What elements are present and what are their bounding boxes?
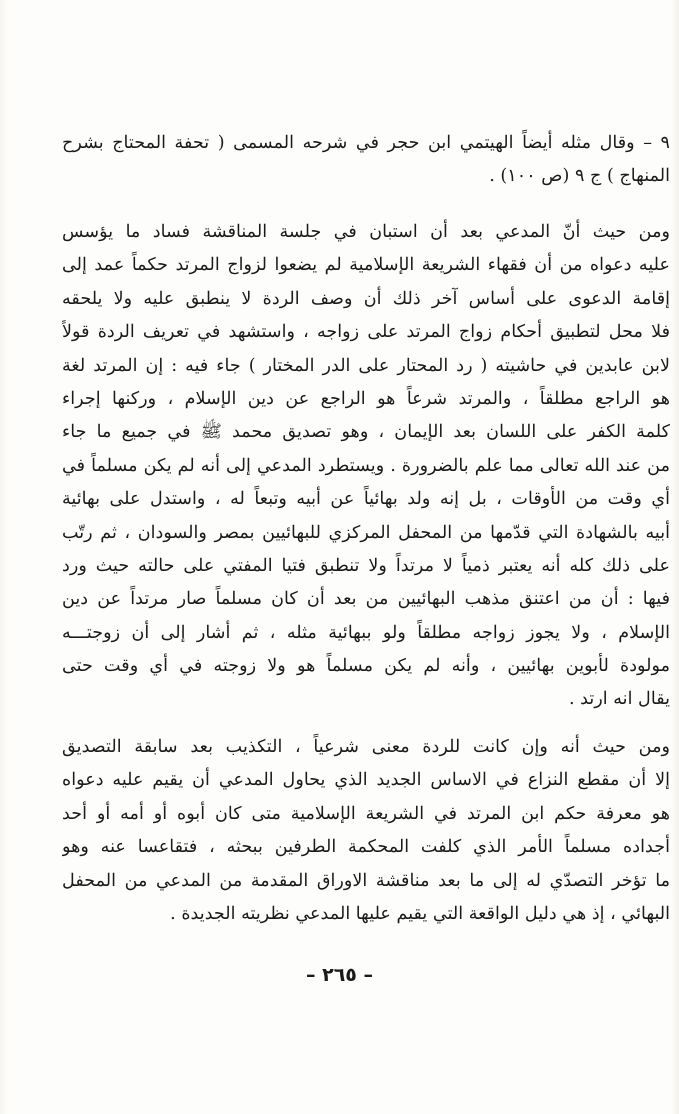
text-line: أجداده مسلماً الأمر الذي كلفت المحكمة الطرفين ببحثه ، فتقاعسا عنه وهو <box>62 837 670 858</box>
text-line: المنهاج ) ج ٩ (ص ١٠٠) . <box>489 166 670 187</box>
text-line: أبيه بالشهادة التي قدّمها من المحفل المركزي للبهائيين بمصر والسودان ، ثم رتّب <box>62 522 670 543</box>
page-number: – ٢٦٥ – <box>305 964 374 986</box>
text-line: عليه دعواه من أن فقهاء الشريعة الإسلامية لم يضعوا لزواج المرتد حكماً عمد إلى <box>62 255 670 276</box>
text-line: هو معرفة حكم ابن المرتد في الشريعة الإسلامية متى كان أبوه أو أمه أو أحد <box>62 803 670 824</box>
paragraph-dispute-basis <box>62 731 670 931</box>
text-line: إلا أن مقطع النزاع في الاساس الجديد الذي يحاول المدعي أن يقيم عليه دعواه <box>62 770 670 791</box>
text-line: كلمة الكفر على اللسان بعد الإيمان ، وهو تصديق محمد ﷺ في جميع ما جاء <box>62 422 670 443</box>
paragraph-apostasy-claim <box>62 216 670 717</box>
text-line: يقال انه ارتد . <box>568 689 670 710</box>
text-line: من عند الله تعالى مما علم بالضرورة . ويستطرد المدعي إلى أنه لم يكن مسلماً في <box>62 455 670 476</box>
text-line: هو الراجع مطلقاً ، والمرتد شرعاً هو الراجع عن دين الإسلام ، وركنها إجراء <box>62 388 670 409</box>
text-line: ما تؤخر التصدّي له إلى ما بعد مناقشة الاوراق المقدمة من المدعي من المحفل <box>62 870 670 891</box>
text-line: ومن حيث أنّ المدعي بعد أن استبان في جلسة المناقشة فساد ما يؤسس <box>62 222 670 242</box>
text-line: إقامة الدعوى على أساس آخر ذلك أن وصف الردة لا ينطبق عليه ولا يلحقه <box>62 288 670 309</box>
text-line: الإسلام ، ولا يجوز زواجه مطلقاً ولو ببهائية مثله ، ثم أشار إلى أن زوجتـــه <box>62 622 670 643</box>
text-line: ومن حيث أنه وإن كانت للردة معنى شرعياً ، التكذيب بعد سابقة التصديق <box>62 737 670 757</box>
text-line: لابن عابدين في حاشيته ( رد المحتار على الدر المختار ) جاء فيه : إن المرتد لغة <box>62 355 670 376</box>
text-line: البهائي ، إذ هي دليل الواقعة التي يقيم عليها المدعي نظريته الجديدة . <box>170 903 670 924</box>
text-line: مولودة لأبوين بهائيين ، وأنه لم يكن مسلماً هو ولا زوجته في أي وقت حتى <box>62 656 670 677</box>
text-line: على ذلك كله أنه يعتبر ذمياً لا مرتداً ولا تنطبق فتيا المفتي على حالته حيث ورد <box>62 555 670 576</box>
text-line: فلا محل لتطبيق أحكام زواج المرتد على زواجه ، واستشهد في تعريف الردة قولاً <box>62 322 670 343</box>
paragraph-item-9 <box>62 127 670 194</box>
text-line: ٩ – وقال مثله أيضاً الهيتمي ابن حجر في شرحه المسمى ( تحفة المحتاج بشرح <box>62 133 670 153</box>
text-line: فيها : أن من اعتنق مذهب البهائيين من بعد أن كان مسلماً صار مرتداً عن دين <box>62 589 670 610</box>
text-line: أي وقت من الأوقات ، بل إنه ولد بهائياً عن أبيه وتبعاً له ، واستدل على بهائية <box>62 489 670 510</box>
